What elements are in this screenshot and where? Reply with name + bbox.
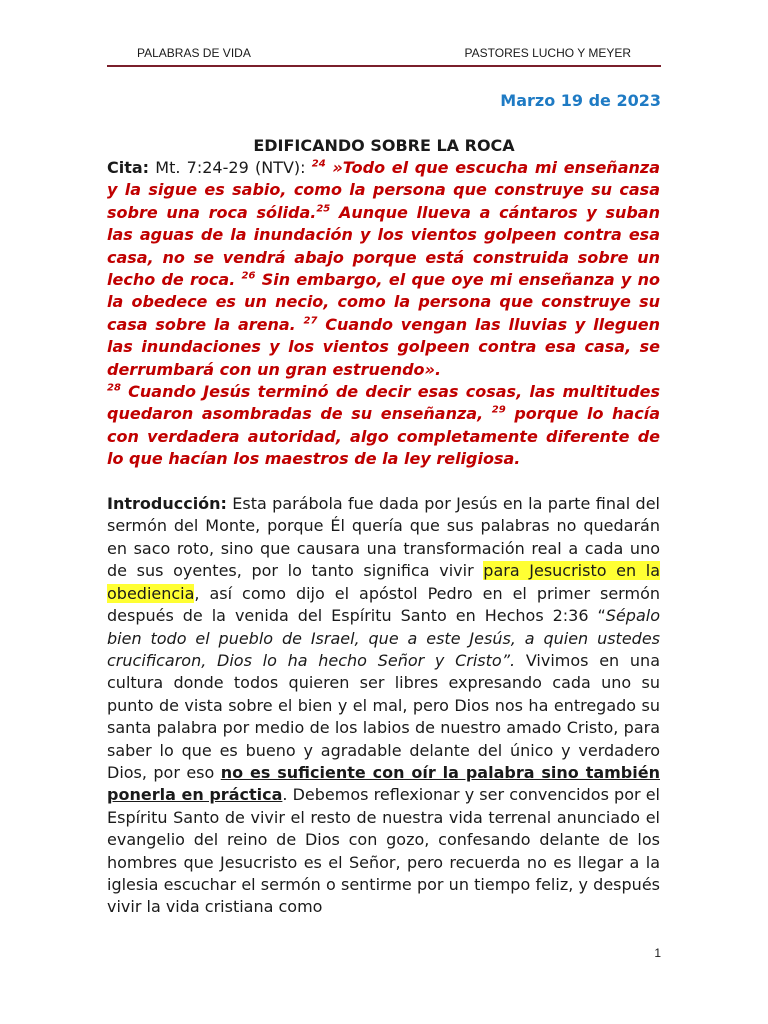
scripture-continuation — [107, 381, 660, 471]
introduction-paragraph — [107, 493, 660, 919]
emphasis-phrase: no es suficiente con oír la palabra sino también ponerla en práctica — [107, 762, 660, 805]
intro-label: Introducción: — [107, 494, 227, 514]
verse-28: Cuando Jesús terminó de decir esas cosas, las multitudes quedaron asombradas de su enseñanza, — [107, 382, 660, 424]
header-right: PASTORES LUCHO Y MEYER — [464, 46, 631, 60]
intro-text-4: . Debemos reflexionar y ser convencidos por el Espíritu Santo de vivir el resto de nuestra vida terrenal anunciado el evangelio del reino de Dios con gozo, confesando delante de los hombres que Jesucristo es el Señor, pero recuerda no es llegar a la iglesia escuchar el sermón o sentirme por un tiempo feliz, y después vivir la vida cristiana como — [107, 785, 660, 917]
verse-25: Aunque llueva a cántaros y suban las aguas de la inundación y los vientos golpeen contra esa casa, no se vendrá abajo porque está construida sobre un lecho de roca. — [107, 202, 660, 290]
cita-label: Cita: — [107, 158, 150, 177]
hechos-quote: Sépalo bien todo el pueblo de Israel, que a este Jesús, a quien ustedes crucificaron, Dios lo ha hecho Señor y Cristo”. — [107, 606, 660, 670]
intro-text-1: Esta parábola fue dada por Jesús en la parte final del sermón del Monte, porque Él quería que sus palabras no quedarán en saco roto, sino que causara una transformación real a cada uno de sus oyentes, por lo tanto significa vivir — [107, 494, 660, 581]
cita-reference: Mt. 7:24-29 (NTV): — [149, 158, 312, 177]
intro-text-2: , así como dijo el apóstol Pedro en el primer sermón después de la venida del Espíritu Santo en Hechos 2:36 “ — [107, 583, 660, 626]
intro-text-3: Vivimos en una cultura donde todos quieren ser libres expresando cada uno su punto de vista sobre el bien y el mal, pero Dios nos ha entregado su santa palabra por medio de los labios de nuestro amado Cristo, para saber lo que es bueno y agradable delante del único y verdadero Dios, por eso — [107, 650, 660, 782]
verse-number-26: 26 — [241, 270, 256, 282]
verse-26: Sin embargo, el que oye mi enseñanza y no la obedece es un necio, como la persona que construye su casa sobre la arena. — [107, 270, 660, 334]
header-rule — [107, 65, 661, 67]
page-number: 1 — [654, 946, 661, 960]
verse-number-29: 29 — [491, 405, 506, 417]
verse-number-28: 28 — [107, 382, 121, 394]
header-left: PALABRAS DE VIDA — [137, 46, 251, 60]
highlighted-phrase: para Jesucristo en la obediencia — [107, 561, 661, 603]
date: Marzo 19 de 2023 — [500, 91, 661, 110]
paragraph-spacer — [107, 471, 660, 493]
verse-24: »Todo el que escucha mi enseñanza y la sigue es sabio, como la persona que construye su casa sobre una roca sólida. — [107, 158, 660, 222]
document-body — [107, 157, 660, 919]
verse-29: porque lo hacía con verdadera autoridad, algo completamente diferente de lo que hacían los maestros de la ley religiosa. — [107, 404, 660, 469]
scripture-citation — [107, 157, 660, 381]
verse-number-27: 27 — [303, 315, 318, 327]
verse-number-25: 25 — [316, 203, 331, 215]
page-header — [107, 46, 661, 60]
sermon-title: EDIFICANDO SOBRE LA ROCA — [253, 136, 515, 155]
verse-number-24: 24 — [311, 158, 326, 170]
verse-27: Cuando vengan las lluvias y lleguen las inundaciones y los vientos golpeen contra esa casa, se derrumbará con un gran estruendo». — [107, 314, 660, 379]
